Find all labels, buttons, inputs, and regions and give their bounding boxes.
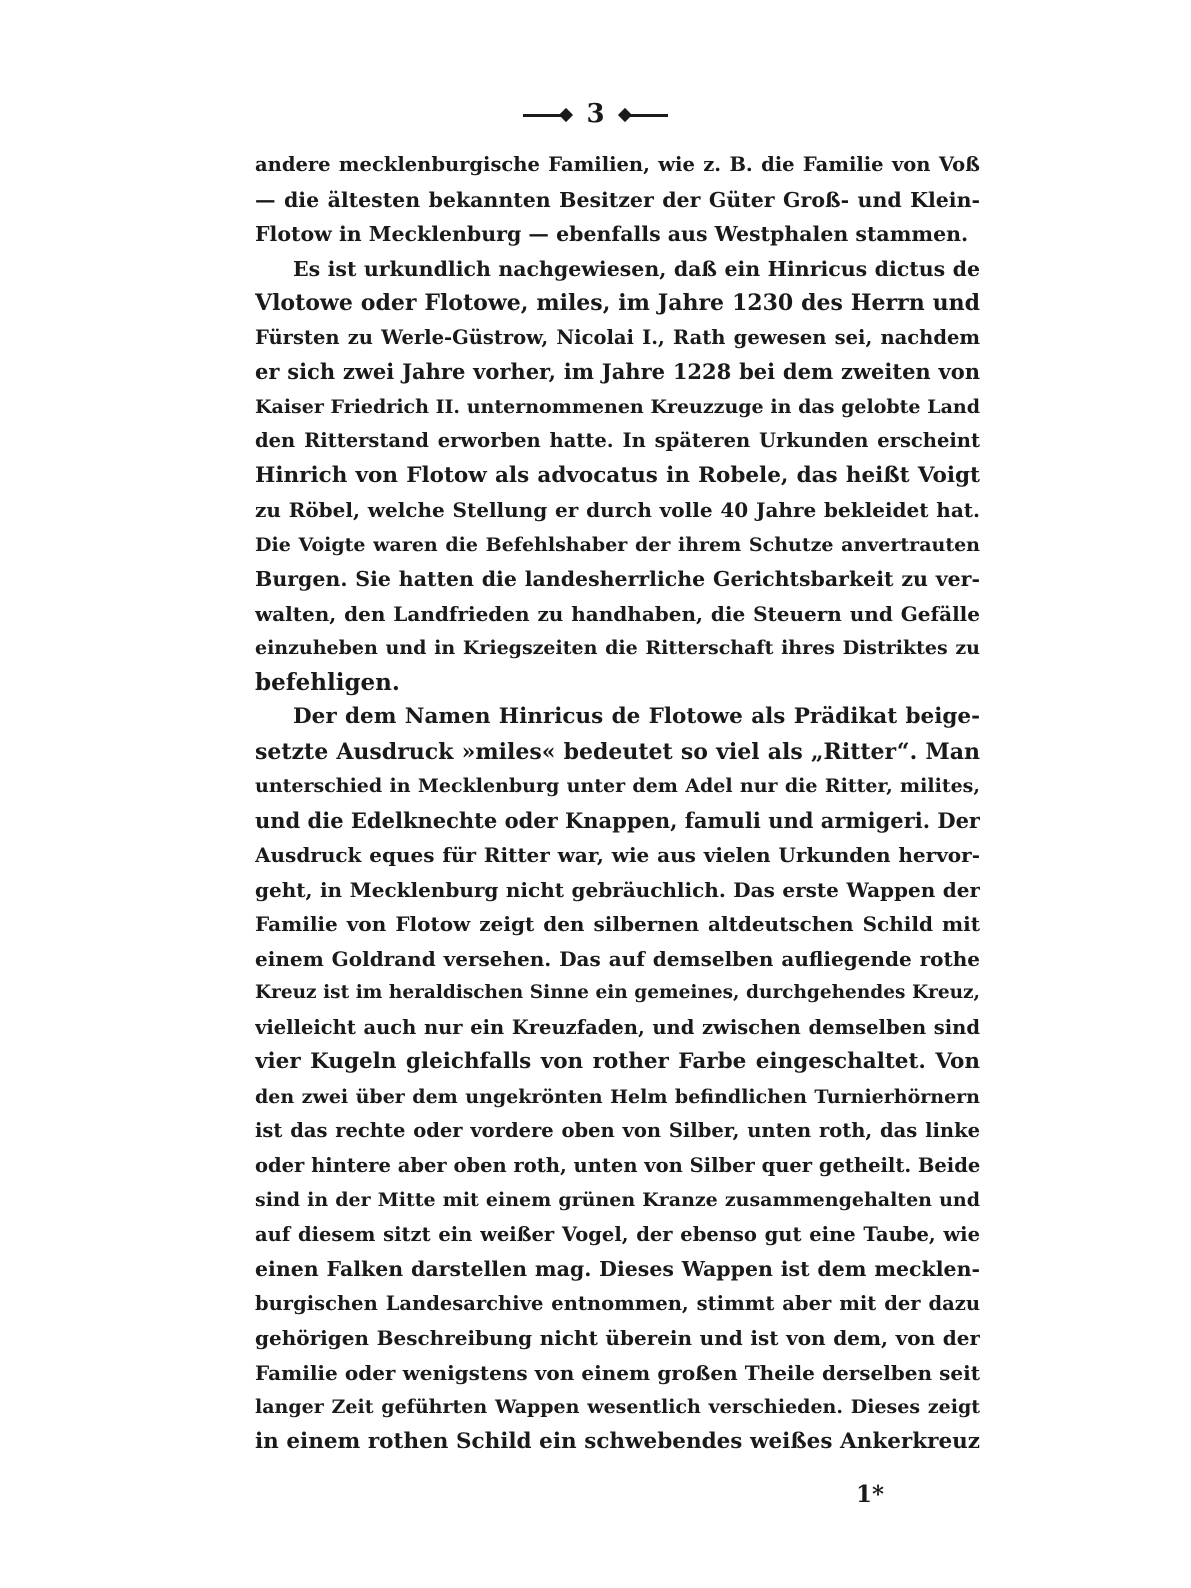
text-line: einen Falken darstellen mag. Dieses Wappen ist dem mecklen- bbox=[255, 1257, 980, 1281]
text-line: befehligen. bbox=[255, 668, 400, 696]
text-line: burgischen Landesarchive entnommen, stimmt aber mit der dazu bbox=[255, 1291, 980, 1315]
body-text bbox=[255, 148, 980, 1459]
text-line: in einem rothen Schild ein schwebendes weißes Ankerkreuz bbox=[255, 1428, 980, 1454]
text-line: und die Edelknechte oder Knappen, famuli und armigeri. Der bbox=[255, 807, 980, 833]
text-line: andere mecklenburgische Familien, wie z. B. die Familie von Voß bbox=[255, 153, 980, 176]
right-ornament-icon bbox=[624, 114, 668, 117]
text-line: Familie von Flotow zeigt den silbernen altdeutschen Schild mit bbox=[255, 912, 980, 936]
left-ornament-icon bbox=[523, 114, 567, 117]
text-line: auf diesem sitzt ein weißer Vogel, der ebenso gut eine Taube, wie bbox=[255, 1222, 980, 1246]
text-line: setzte Ausdruck »miles« bedeutet so viel als „Ritter“. Man bbox=[255, 738, 980, 765]
text-line: Flotow in Mecklenburg — ebenfalls aus Westphalen stammen. bbox=[255, 222, 969, 246]
text-line: walten, den Landfrieden zu handhaben, die Steuern und Gefälle bbox=[255, 601, 980, 626]
page-header bbox=[0, 98, 1191, 130]
text-line: einzuheben und in Kriegszeiten die Ritterschaft ihres Distriktes zu bbox=[255, 637, 980, 659]
signature-mark: 1* bbox=[856, 1481, 885, 1508]
text-line: vier Kugeln gleichfalls von rother Farbe eingeschaltet. Von bbox=[255, 1049, 980, 1074]
text-line: er sich zwei Jahre vorher, im Jahre 1228 bei dem zweiten von bbox=[255, 359, 980, 384]
text-line: Fürsten zu Werle-Güstrow, Nicolai I., Rath gewesen sei, nachdem bbox=[255, 325, 980, 349]
text-line: Kreuz ist im heraldischen Sinne ein gemeines, durchgehendes Kreuz, bbox=[255, 982, 980, 1003]
text-line: Vlotowe oder Flotowe, miles, im Jahre 1230 des Herrn und bbox=[255, 290, 980, 316]
text-line: Burgen. Sie hatten die landesherrliche Gerichtsbarkeit zu ver- bbox=[255, 567, 980, 591]
text-line: sind in der Mitte mit einem grünen Kranze zusammengehalten und bbox=[255, 1189, 980, 1211]
text-line: ist das rechte oder vordere oben von Silber, unten roth, das linke bbox=[255, 1119, 980, 1142]
text-line: den Ritterstand erworben hatte. In späteren Urkunden erscheint bbox=[255, 429, 980, 452]
text-line: zu Röbel, welche Stellung er durch volle 40 Jahre bekleidet hat. bbox=[255, 498, 980, 522]
text-line: einem Goldrand versehen. Das auf demselben aufliegende rothe bbox=[255, 946, 980, 971]
text-line: Hinrich von Flotow als advocatus in Robele, das heißt Voigt bbox=[255, 462, 980, 488]
text-line: Der dem Namen Hinricus de Flotowe als Prädikat beige- bbox=[293, 704, 980, 729]
text-line: den zwei über dem ungekrönten Helm befindlichen Turnierhörnern bbox=[255, 1085, 980, 1108]
text-line: geht, in Mecklenburg nicht gebräuchlich. Das erste Wappen der bbox=[255, 877, 980, 902]
text-line: Die Voigte waren die Befehlshaber der ihrem Schutze anvertrauten bbox=[255, 533, 980, 556]
text-line: Ausdruck eques für Ritter war, wie aus vielen Urkunden hervor- bbox=[255, 843, 980, 867]
text-line: langer Zeit geführten Wappen wesentlich verschieden. Dieses zeigt bbox=[255, 1396, 980, 1418]
text-line: unterschied in Mecklenburg unter dem Adel nur die Ritter, milites, bbox=[255, 775, 980, 797]
text-line: oder hintere aber oben roth, unten von Silber quer getheilt. Beide bbox=[255, 1153, 980, 1177]
page-number: 3 bbox=[586, 99, 605, 129]
text-line: gehörigen Beschreibung nicht überein und ist von dem, von der bbox=[255, 1326, 980, 1350]
text-line: — die ältesten bekannten Besitzer der Güter Groß- und Klein- bbox=[255, 187, 980, 212]
text-line: vielleicht auch nur ein Kreuzfaden, und zwischen demselben sind bbox=[255, 1015, 980, 1039]
text-line: Es ist urkundlich nachgewiesen, daß ein Hinricus dictus de bbox=[293, 256, 980, 281]
text-line: Familie oder wenigstens von einem großen Theile derselben seit bbox=[255, 1360, 980, 1385]
text-line: Kaiser Friedrich II. unternommenen Kreuzzuge in das gelobte Land bbox=[255, 395, 980, 418]
